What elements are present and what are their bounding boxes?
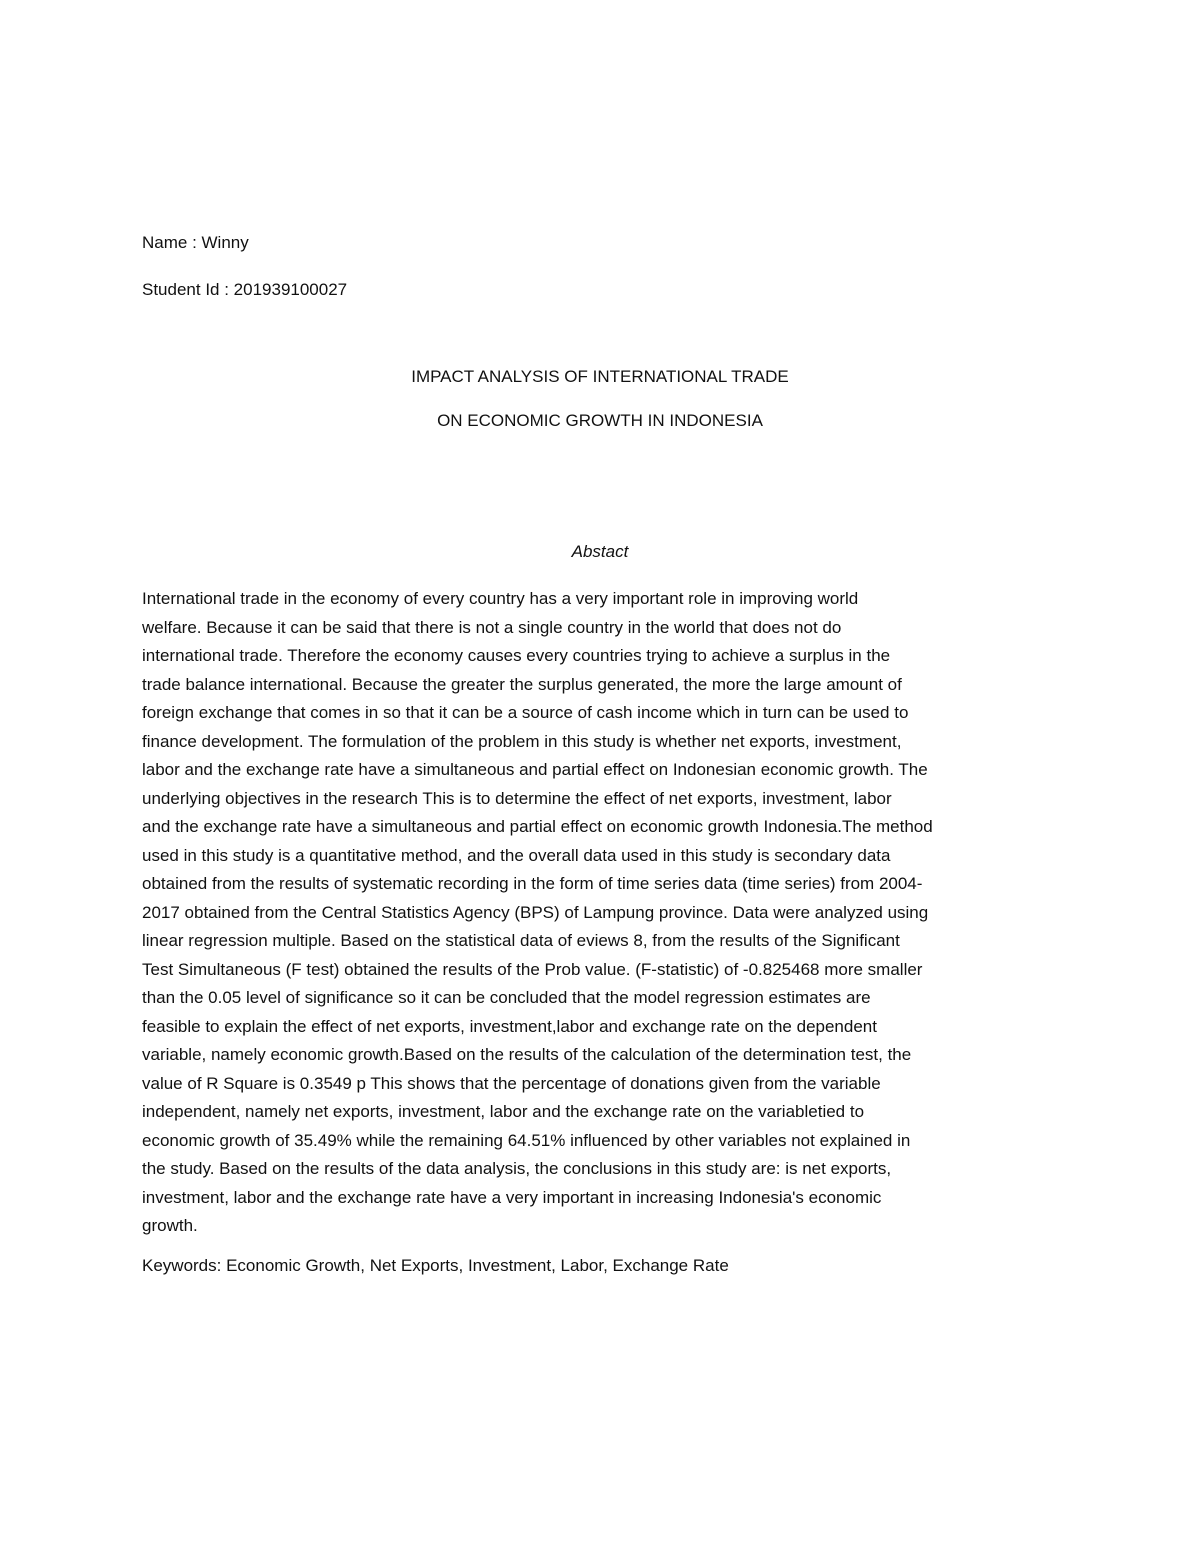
abstract-line: and the exchange rate have a simultaneous and partial effect on economic growth Indonesia.The method — [142, 817, 933, 836]
abstract-line: international trade. Therefore the economy causes every countries trying to achieve a surplus in the — [142, 646, 891, 665]
paper-title-line-2: ON ECONOMIC GROWTH IN INDONESIA — [437, 411, 763, 430]
abstract-line: finance development. The formulation of the problem in this study is whether net exports, investment, — [142, 731, 902, 751]
abstract-line: Test Simultaneous (F test) obtained the results of the Prob value. (F-statistic) of -0.825468 more smaller — [142, 959, 923, 979]
abstract-line: investment, labor and the exchange rate have a very important in increasing Indonesia's economic — [142, 1187, 882, 1207]
abstract-line: than the 0.05 level of significance so it can be concluded that the model regression estimates are — [142, 988, 871, 1007]
paper-title-line-1: IMPACT ANALYSIS OF INTERNATIONAL TRADE — [411, 367, 789, 386]
abstract-line: growth. — [142, 1216, 198, 1235]
abstract-line: variable, namely economic growth.Based on the results of the calculation of the determination test, the — [142, 1045, 912, 1064]
abstract-line: used in this study is a quantitative method, and the overall data used in this study is secondary data — [142, 845, 891, 865]
abstract-line: independent, namely net exports, investment, labor and the exchange rate on the variabletied to — [142, 1102, 865, 1121]
abstract-line: foreign exchange that comes in so that it can be a source of cash income which in turn can be used to — [142, 703, 909, 722]
abstract-line: International trade in the economy of every country has a very important role in improving world — [142, 589, 859, 608]
abstract-body — [142, 585, 1062, 1241]
abstract-line: the study. Based on the results of the data analysis, the conclusions in this study are: is net exports, — [142, 1159, 892, 1178]
abstract-line: linear regression multiple. Based on the statistical data of eviews 8, from the results of the Significant — [142, 931, 900, 950]
student-id: Student Id : 201939100027 — [142, 280, 348, 299]
abstract-line: trade balance international. Because the greater the surplus generated, the more the large amount of — [142, 674, 902, 694]
student-name: Name : Winny — [142, 233, 249, 252]
abstract-heading: Abstact — [571, 542, 629, 561]
abstract-line: 2017 obtained from the Central Statistics Agency (BPS) of Lampung province. Data were analyzed using — [142, 902, 929, 922]
abstract-line: economic growth of 35.49% while the remaining 64.51% influenced by other variables not explained in — [142, 1130, 911, 1150]
abstract-line: labor and the exchange rate have a simultaneous and partial effect on Indonesian economic growth. The — [142, 760, 928, 779]
abstract-line: welfare. Because it can be said that there is not a single country in the world that does not do — [142, 617, 842, 637]
abstract-line: feasible to explain the effect of net exports, investment,labor and exchange rate on the dependent — [142, 1016, 877, 1036]
keywords: Keywords: Economic Growth, Net Exports, Investment, Labor, Exchange Rate — [142, 1256, 729, 1275]
abstract-line: value of R Square is 0.3549 p This shows that the percentage of donations given from the variable — [142, 1073, 881, 1093]
abstract-line: obtained from the results of systematic recording in the form of time series data (time series) from 2004- — [142, 874, 923, 893]
abstract-line: underlying objectives in the research This is to determine the effect of net exports, investment, labor — [142, 788, 892, 808]
